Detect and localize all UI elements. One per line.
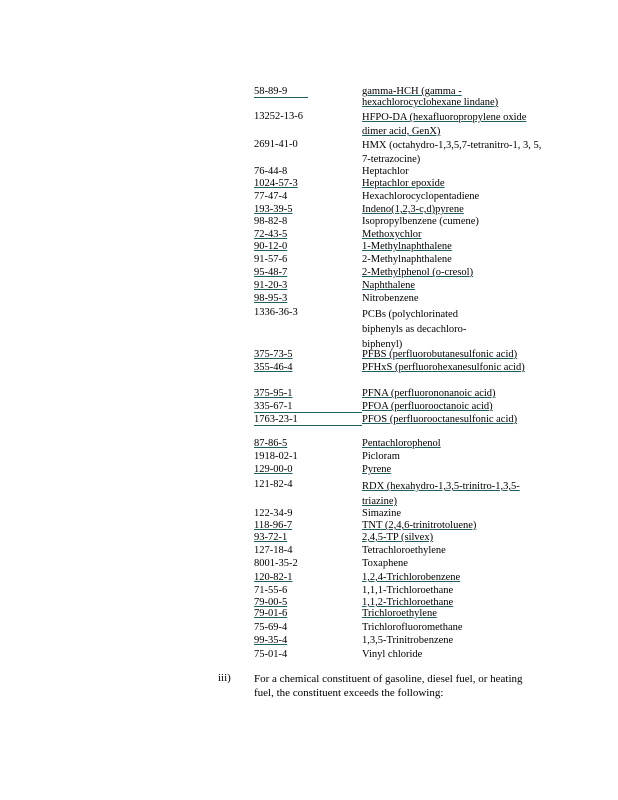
- chemical-name: RDX (hexahydro-1,3,5-trinitro-1,3,5-triazine): [362, 481, 520, 507]
- cas-number: 1336-36-3: [254, 307, 298, 318]
- cas-number: 375-95-1: [254, 388, 293, 399]
- chemical-name: Naphthalene: [362, 280, 416, 291]
- cas-number: 335-67-1: [254, 401, 362, 413]
- cas-number: 91-57-6: [254, 254, 288, 265]
- cas-number: 8001-35-2: [254, 558, 298, 569]
- chemical-name: Pentachlorophenol: [362, 438, 441, 449]
- chemical-name: Hexachlorocyclopentadiene: [362, 191, 480, 202]
- chemical-name: 1,3,5-Trinitrobenzene: [362, 635, 454, 646]
- chemical-name: Indeno(1,2,3-c,d)pyrene: [362, 204, 464, 215]
- chemical-name: PFOA (perfluorooctanoic acid): [362, 401, 493, 412]
- cas-number: 90-12-0: [254, 241, 288, 252]
- chemical-name: gamma-HCH (gamma - hexachlorocyclohexane lindane): [362, 86, 499, 108]
- chemical-name: Methoxychlor: [362, 229, 422, 240]
- cas-number: 98-95-3: [254, 293, 288, 304]
- chemical-name: 1,2,4-Trichlorobenzene: [362, 572, 461, 583]
- paragraph-text: For a chemical constituent of gasoline, diesel fuel, or heating fuel, the constituent exceeds the following:: [254, 673, 523, 699]
- cas-number: 71-55-6: [254, 585, 288, 596]
- chemical-name: Simazine: [362, 508, 402, 519]
- chemical-name: TNT (2,4,6-trinitrotoluene): [362, 520, 477, 531]
- chemical-name: PCBs (polychlorinated biphenyls as decachloro-biphenyl): [362, 309, 467, 350]
- chemical-name: 1,1,1-Trichloroethane: [362, 585, 454, 596]
- cas-number: 1024-57-3: [254, 178, 298, 189]
- cas-number: 1763-23-1: [254, 414, 362, 426]
- chemical-name: 1-Methylnaphthalene: [362, 241, 452, 252]
- cas-number: 72-43-5: [254, 229, 288, 240]
- cas-number: 193-39-5: [254, 204, 293, 215]
- chemical-name: PFHxS (perfluorohexanesulfonic acid): [362, 362, 525, 373]
- chemical-name: Trichlorofluoromethane: [362, 622, 463, 633]
- cas-number: 79-00-5: [254, 597, 288, 608]
- cas-number: 99-35-4: [254, 635, 288, 646]
- cas-number: 375-73-5: [254, 349, 293, 360]
- chemical-name: 1,1,2-Trichloroethane: [362, 597, 454, 608]
- cas-number: 58-89-9: [254, 86, 308, 98]
- cas-number: 127-18-4: [254, 545, 293, 556]
- chemical-name: 2,4,5-TP (silvex): [362, 532, 434, 543]
- chemical-name: Pyrene: [362, 464, 392, 475]
- chemical-name: PFBS (perfluorobutanesulfonic acid): [362, 349, 518, 360]
- chemical-name: Heptachlor: [362, 166, 409, 177]
- chemical-name: Vinyl chloride: [362, 649, 423, 660]
- chemical-name: Heptachlor epoxide: [362, 178, 445, 189]
- chemical-name: 2-Methylphenol (o-cresol): [362, 267, 474, 278]
- cas-number: 95-48-7: [254, 267, 288, 278]
- chemical-name: PFNA (perfluorononanoic acid): [362, 388, 496, 399]
- chemical-name: Trichloroethylene: [362, 608, 437, 619]
- cas-number: 87-86-5: [254, 438, 288, 449]
- cas-number: 122-34-9: [254, 508, 293, 519]
- cas-number: 98-82-8: [254, 216, 288, 227]
- cas-number: 355-46-4: [254, 362, 293, 373]
- cas-number: 76-44-8: [254, 166, 288, 177]
- chemical-name: Nitrobenzene: [362, 293, 419, 304]
- chemical-name: Tetrachloroethylene: [362, 545, 446, 556]
- cas-number: 93-72-1: [254, 532, 288, 543]
- chemical-name: HFPO-DA (hexafluoropropylene oxide dimer acid, GenX): [362, 112, 527, 137]
- cas-number: 118-96-7: [254, 520, 293, 531]
- cas-number: 1918-02-1: [254, 451, 298, 462]
- cas-number: 75-69-4: [254, 622, 288, 633]
- chemical-name: Toxaphene: [362, 558, 408, 569]
- cas-number: 121-82-4: [254, 479, 293, 490]
- paragraph-number: iii): [218, 672, 231, 684]
- cas-number: 77-47-4: [254, 191, 288, 202]
- cas-number: 120-82-1: [254, 572, 293, 583]
- cas-number: 91-20-3: [254, 280, 288, 291]
- chemical-name: PFOS (perfluorooctanesulfonic acid): [362, 414, 518, 425]
- cas-number: 129-00-0: [254, 464, 293, 475]
- cas-number: 79-01-6: [254, 608, 288, 619]
- cas-number: 75-01-4: [254, 649, 288, 660]
- cas-number: 2691-41-0: [254, 139, 298, 150]
- chemical-name: Isopropylbenzene (cumene): [362, 216, 479, 227]
- chemical-name: HMX (octahydro-1,3,5,7-tetranitro-1, 3, 5, 7-tetrazocine): [362, 140, 542, 165]
- chemical-name: Picloram: [362, 451, 400, 462]
- cas-number: 13252-13-6: [254, 111, 303, 122]
- chemical-name: 2-Methylnaphthalene: [362, 254, 452, 265]
